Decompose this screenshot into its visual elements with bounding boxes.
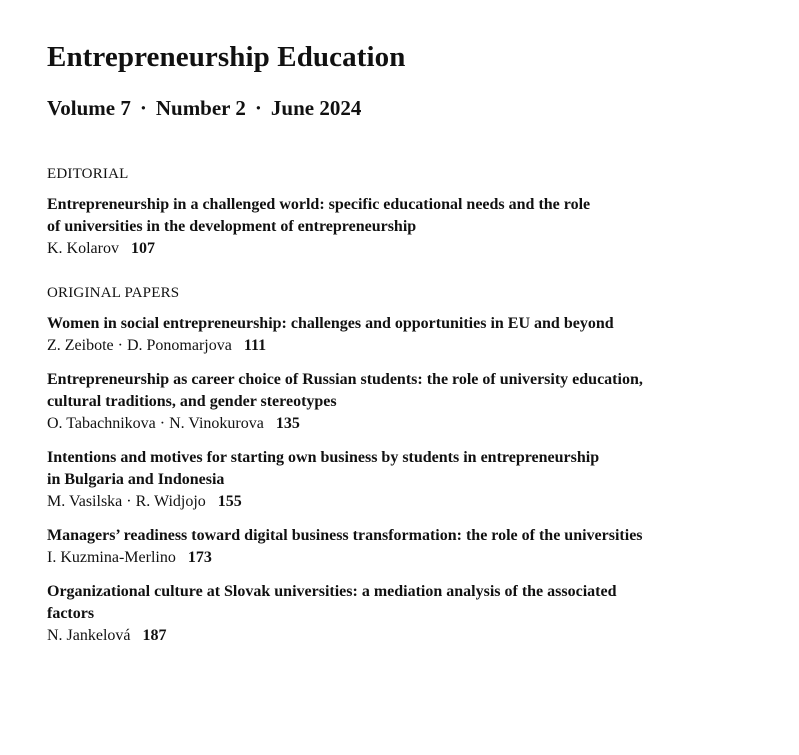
article-meta [47, 625, 767, 647]
article-title-line: in Bulgaria and Indonesia [47, 471, 225, 488]
section-heading-editorial: EDITORIAL [47, 166, 129, 182]
article-title-line: factors [47, 605, 95, 622]
article-meta [47, 491, 767, 513]
article-authors: Z. Zeibote · D. Ponomarjova [47, 337, 232, 354]
article-page-number: 155 [217, 493, 242, 510]
article-meta [47, 238, 767, 260]
article-meta [47, 335, 767, 357]
article-entry[interactable] [47, 525, 767, 569]
article-title-line: Women in social entrepreneurship: challenges and opportunities in EU and beyond [47, 315, 614, 332]
article-authors: M. Vasilska · R. Widjojo [47, 493, 206, 510]
article-title-line: Entrepreneurship as career choice of Russian students: the role of university education, [47, 371, 643, 388]
article-authors: K. Kolarov [47, 240, 119, 257]
article-page-number: 135 [275, 415, 300, 432]
article-title-line: Intentions and motives for starting own business by students in entrepreneurship [47, 449, 600, 466]
number-label: Number 2 [155, 96, 246, 120]
date-label: June 2024 [270, 96, 362, 120]
section-heading-original-papers: ORIGINAL PAPERS [47, 285, 180, 301]
table-of-contents [47, 38, 767, 647]
article-title-line: of universities in the development of entrepreneurship [47, 218, 417, 235]
article-entry[interactable] [47, 581, 767, 647]
article-entry[interactable] [47, 369, 767, 435]
article-title[interactable] [47, 194, 767, 238]
article-entry[interactable] [47, 447, 767, 513]
article-entry[interactable] [47, 194, 767, 260]
article-meta [47, 547, 767, 569]
journal-title: Entrepreneurship Education [47, 41, 406, 73]
article-page-number: 173 [187, 549, 212, 566]
article-meta [47, 413, 767, 435]
volume-label: Volume 7 [47, 96, 131, 120]
article-authors: N. Jankelová [47, 627, 131, 644]
separator: · [139, 96, 147, 120]
article-authors: O. Tabachnikova · N. Vinokurova [47, 415, 264, 432]
article-title-line: cultural traditions, and gender stereotypes [47, 393, 337, 410]
article-authors: I. Kuzmina-Merlino [47, 549, 176, 566]
article-page-number: 111 [243, 337, 267, 354]
article-title[interactable] [47, 525, 767, 547]
article-title[interactable] [47, 581, 767, 625]
article-title[interactable] [47, 313, 767, 335]
separator: · [254, 96, 262, 120]
issue-info [47, 94, 767, 122]
article-title-line: Entrepreneurship in a challenged world: specific educational needs and the role [47, 196, 591, 213]
article-title-line: Managers’ readiness toward digital business transformation: the role of the universities [47, 527, 643, 544]
article-entry[interactable] [47, 313, 767, 357]
article-page-number: 187 [142, 627, 167, 644]
article-title[interactable] [47, 447, 767, 491]
article-title[interactable] [47, 369, 767, 413]
article-title-line: Organizational culture at Slovak universities: a mediation analysis of the associated [47, 583, 617, 600]
article-page-number: 107 [130, 240, 155, 257]
